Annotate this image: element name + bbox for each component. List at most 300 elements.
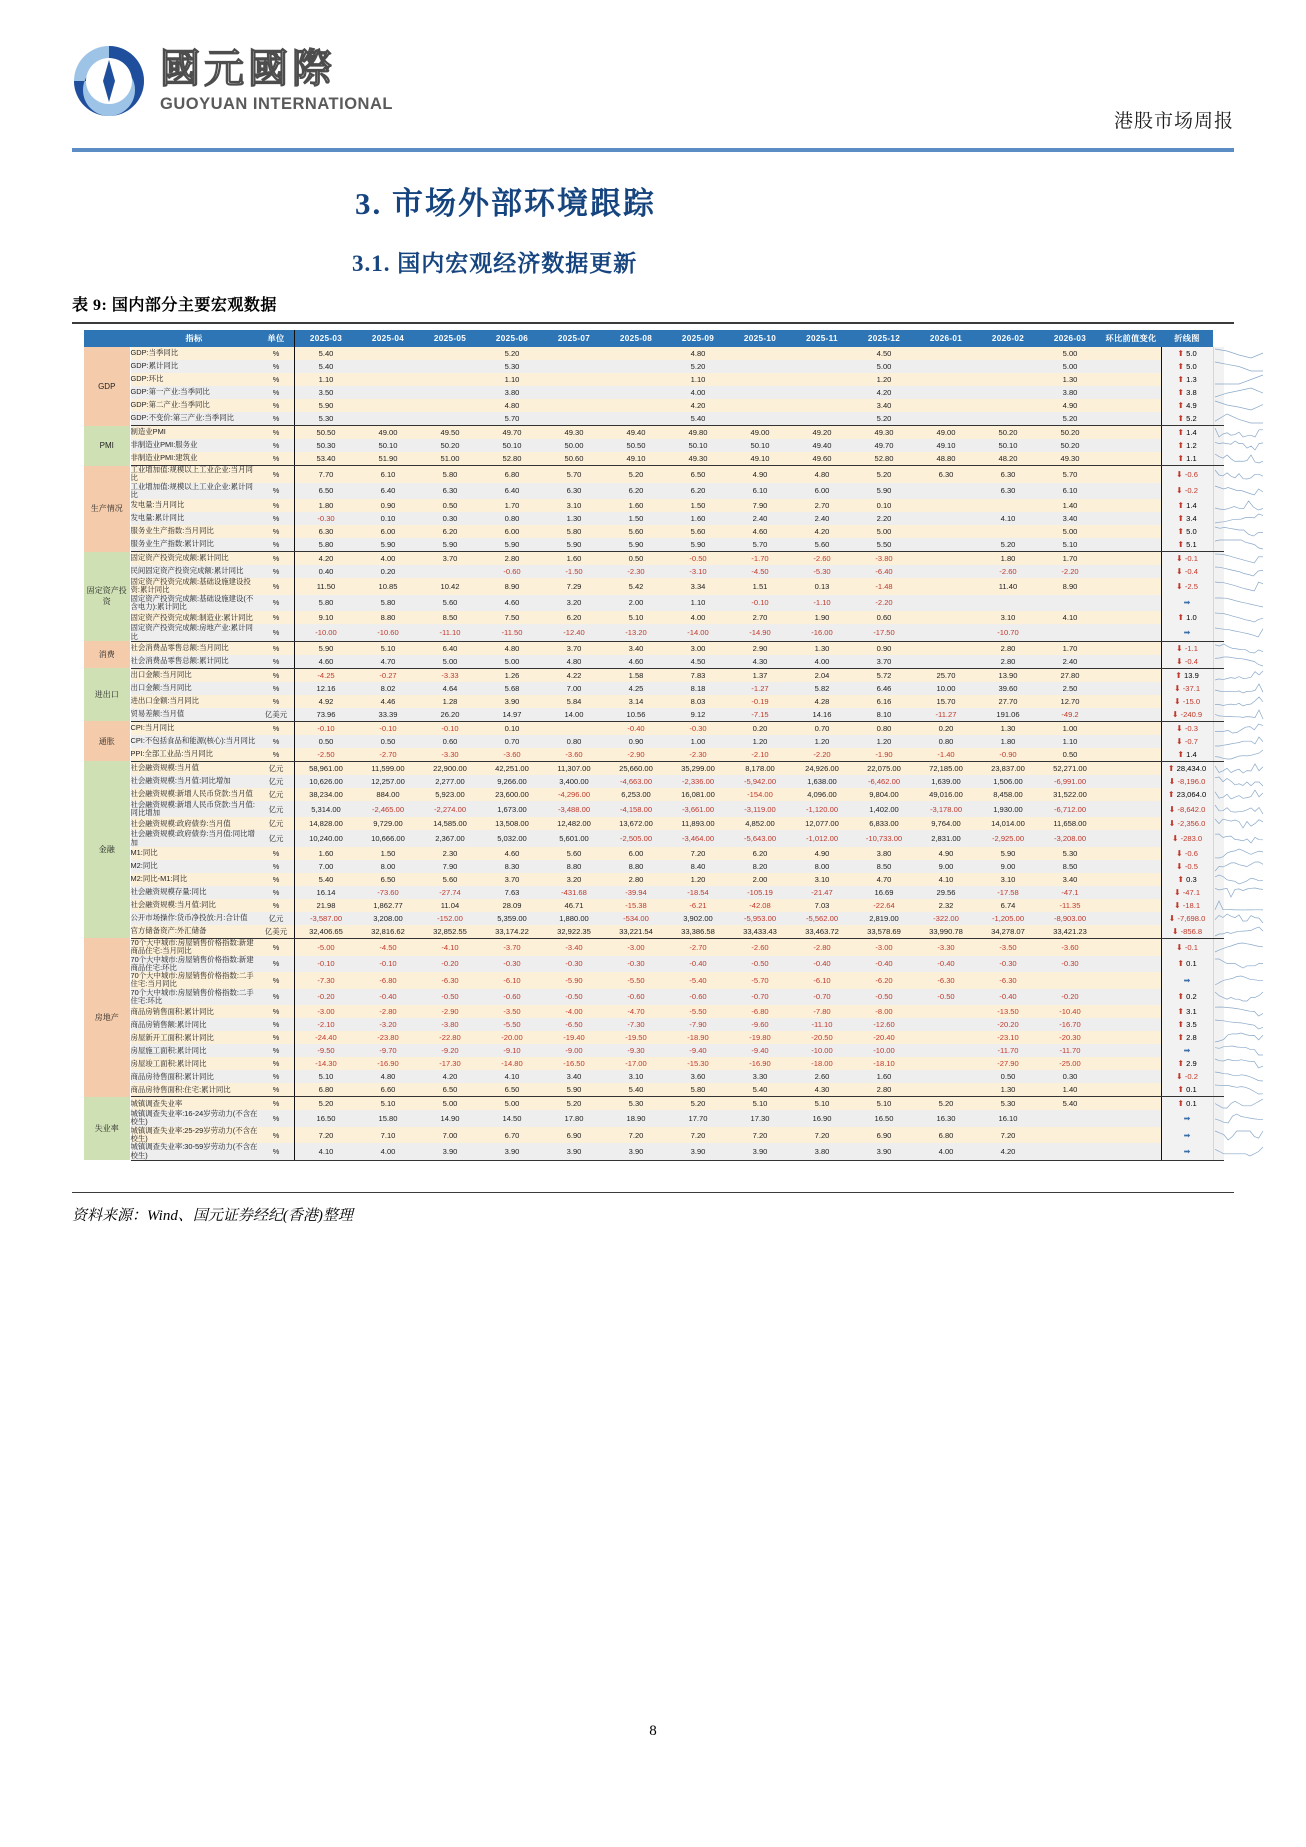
- indicator-name: 商品房待售面积:住宅:累计同比: [130, 1083, 258, 1097]
- data-cell: [1101, 483, 1161, 500]
- data-cell: [977, 499, 1039, 512]
- data-cell: -15.30: [667, 1057, 729, 1070]
- data-cell: 8.10: [853, 708, 915, 722]
- data-cell: 27.80: [1039, 668, 1101, 682]
- table-row: [84, 466, 1224, 483]
- data-cell: 5.80: [357, 595, 419, 612]
- indicator-unit: %: [258, 439, 295, 452]
- data-cell: [1101, 788, 1161, 801]
- data-cell: 5.80: [295, 595, 358, 612]
- table-row: [84, 1018, 1224, 1031]
- data-cell: -0.50: [915, 989, 977, 1006]
- indicator-unit: %: [258, 483, 295, 500]
- source-note: 资料来源：Wind、国元证券经纪(香港)整理: [72, 1208, 353, 1224]
- data-cell: -5.50: [605, 972, 667, 989]
- change-value: -15.0: [1180, 696, 1201, 706]
- data-cell: 7.70: [295, 466, 358, 483]
- data-cell: 4.80: [543, 655, 605, 669]
- data-cell: -3,119.00: [729, 801, 791, 818]
- data-cell: -0.10: [357, 721, 419, 735]
- data-cell: 5.60: [791, 538, 853, 552]
- data-cell: [977, 373, 1039, 386]
- indicator-name: 工业增加值:规模以上工业企业:当月同比: [130, 466, 258, 483]
- indicator-unit: %: [258, 595, 295, 612]
- data-cell: -2,336.00: [667, 775, 729, 788]
- data-cell: 6.30: [419, 483, 481, 500]
- data-cell: 2.30: [419, 847, 481, 860]
- table-row: [84, 452, 1224, 466]
- change-value: 0.3: [1184, 874, 1197, 884]
- data-cell: -20.50: [791, 1031, 853, 1044]
- data-cell: 5.42: [605, 578, 667, 595]
- data-cell: [915, 552, 977, 566]
- col-header-15: 环比前值变化: [1101, 330, 1161, 347]
- data-cell: 23,600.00: [481, 788, 543, 801]
- data-cell: 3.90: [853, 1143, 915, 1160]
- data-cell: 16.69: [853, 886, 915, 899]
- table-row: [84, 386, 1224, 399]
- trend-up-icon: ⬆: [1177, 749, 1185, 759]
- data-cell: 4.20: [419, 1070, 481, 1083]
- table-row: [84, 972, 1224, 989]
- data-cell: 7.20: [791, 1127, 853, 1144]
- data-cell: [915, 373, 977, 386]
- data-cell: -3.20: [357, 1018, 419, 1031]
- data-cell: 5.90: [605, 538, 667, 552]
- data-cell: 191.06: [977, 708, 1039, 722]
- data-cell: [977, 399, 1039, 412]
- indicator-name: 房屋新开工面积:累计同比: [130, 1031, 258, 1044]
- group-label-生产情况: 生产情况: [84, 466, 130, 552]
- table-row: [84, 912, 1224, 925]
- data-cell: 2,819.00: [853, 912, 915, 925]
- data-cell: 11.40: [977, 578, 1039, 595]
- data-cell: 4.10: [977, 512, 1039, 525]
- data-cell: 51.00: [419, 452, 481, 466]
- change-value: 0.2: [1184, 992, 1197, 1002]
- table-row: [84, 499, 1224, 512]
- data-cell: 5.20: [667, 360, 729, 373]
- data-cell: 0.80: [543, 735, 605, 748]
- data-cell: -0.10: [729, 595, 791, 612]
- data-cell: 5,601.00: [543, 830, 605, 847]
- source-divider: [72, 1192, 1234, 1193]
- data-cell: 21.98: [295, 899, 358, 912]
- data-cell: -11.50: [481, 624, 543, 641]
- table-row: [84, 426, 1224, 440]
- data-cell: [1101, 801, 1161, 818]
- table-row: [84, 1097, 1224, 1111]
- data-cell: 0.30: [419, 512, 481, 525]
- data-cell: 49.30: [1039, 452, 1101, 466]
- change-cell: [1161, 708, 1213, 722]
- change-cell: [1161, 595, 1213, 612]
- indicator-name: 70个大中城市:房屋销售价格指数:新建商品住宅:环比: [130, 956, 258, 973]
- data-cell: [729, 360, 791, 373]
- indicator-unit: 亿元: [258, 817, 295, 830]
- indicator-name: M1:同比: [130, 847, 258, 860]
- data-cell: -0.40: [667, 956, 729, 973]
- data-cell: 3.70: [853, 655, 915, 669]
- indicator-name: 服务业生产指数:累计同比: [130, 538, 258, 552]
- change-value: 1.4: [1184, 501, 1197, 511]
- indicator-name: 城镇调查失业率:16-24岁劳动力(不含在校生): [130, 1109, 258, 1127]
- data-cell: 50.50: [605, 439, 667, 452]
- data-cell: 17.30: [729, 1110, 791, 1127]
- sparkline-chart: [1213, 426, 1224, 440]
- data-cell: 13,672.00: [605, 817, 667, 830]
- data-cell: 5.00: [1039, 360, 1101, 373]
- data-cell: -4.10: [419, 938, 481, 955]
- change-cell: [1161, 466, 1213, 483]
- data-cell: 7.00: [543, 682, 605, 695]
- data-cell: -6.21: [667, 899, 729, 912]
- group-label-固定资产投资: 固定资产投资: [84, 552, 130, 642]
- data-cell: 49.60: [791, 452, 853, 466]
- data-cell: -3.00: [295, 1005, 358, 1018]
- data-cell: 7.50: [481, 611, 543, 624]
- data-cell: -14.00: [667, 624, 729, 641]
- data-cell: 1.20: [791, 735, 853, 748]
- data-cell: [915, 360, 977, 373]
- change-cell: [1161, 817, 1213, 830]
- data-cell: [977, 360, 1039, 373]
- data-cell: -322.00: [915, 912, 977, 925]
- data-cell: 3,902.00: [667, 912, 729, 925]
- data-cell: -49.2: [1039, 708, 1101, 722]
- indicator-name: 房屋竣工面积:累计同比: [130, 1057, 258, 1070]
- data-cell: [419, 386, 481, 399]
- data-cell: 6.90: [543, 1127, 605, 1144]
- data-cell: 10,626.00: [295, 775, 358, 788]
- indicator-unit: 亿美元: [258, 925, 295, 939]
- data-cell: -18.10: [853, 1057, 915, 1070]
- data-cell: 8.50: [853, 860, 915, 873]
- sparkline-chart: [1213, 386, 1224, 399]
- data-cell: -7.90: [667, 1018, 729, 1031]
- trend-up-icon: ⬆: [1177, 540, 1185, 550]
- trend-dn-icon: ⬇: [1176, 1072, 1183, 1082]
- change-cell: [1161, 1083, 1213, 1097]
- data-cell: [915, 565, 977, 578]
- data-cell: 6.30: [915, 466, 977, 483]
- data-cell: 3,400.00: [543, 775, 605, 788]
- data-cell: -6.10: [791, 972, 853, 989]
- trend-up-icon: ⬆: [1177, 992, 1185, 1002]
- table-row: [84, 360, 1224, 373]
- data-cell: 1.60: [543, 552, 605, 566]
- table-row: [84, 956, 1224, 973]
- data-cell: [915, 412, 977, 426]
- indicator-unit: %: [258, 682, 295, 695]
- data-cell: 16.50: [295, 1110, 358, 1127]
- data-cell: -16.90: [729, 1057, 791, 1070]
- data-cell: -6.30: [977, 972, 1039, 989]
- trend-dn-icon: ⬇: [1176, 567, 1183, 577]
- data-cell: 5.60: [419, 595, 481, 612]
- data-cell: 5.40: [605, 1083, 667, 1097]
- data-cell: 0.50: [419, 499, 481, 512]
- data-cell: [1101, 899, 1161, 912]
- data-cell: 49.70: [481, 426, 543, 440]
- data-cell: -17.00: [605, 1057, 667, 1070]
- trend-flat-icon: ➡: [1183, 1147, 1191, 1157]
- data-cell: 5.00: [419, 1097, 481, 1111]
- table-row: [84, 938, 1224, 955]
- col-header-1: 单位: [258, 330, 295, 347]
- indicator-name: 社会融资规模:当月值:同比: [130, 899, 258, 912]
- data-cell: 6.60: [357, 1083, 419, 1097]
- data-cell: 4.10: [481, 1070, 543, 1083]
- indicator-name: 社会消费品零售总额:累计同比: [130, 655, 258, 669]
- data-cell: -2.20: [853, 595, 915, 612]
- sparkline-chart: [1213, 886, 1224, 899]
- sparkline-chart: [1213, 721, 1224, 735]
- indicator-name: 城镇调查失业率:30-59岁劳动力(不含在校生): [130, 1142, 258, 1160]
- indicator-unit: %: [258, 565, 295, 578]
- data-cell: 24,926.00: [791, 761, 853, 775]
- data-cell: 6.00: [481, 525, 543, 538]
- data-cell: 6.40: [357, 483, 419, 500]
- data-cell: 46.71: [543, 899, 605, 912]
- data-cell: [1101, 552, 1161, 566]
- data-cell: 33,386.58: [667, 925, 729, 939]
- data-cell: 3.80: [853, 847, 915, 860]
- data-cell: -1.27: [729, 682, 791, 695]
- guoyuan-logo-icon: [72, 44, 146, 118]
- trend-up-icon: ⬆: [1177, 375, 1185, 384]
- data-cell: 33,221.54: [605, 925, 667, 939]
- data-cell: 0.10: [481, 721, 543, 735]
- data-cell: 4.70: [853, 873, 915, 886]
- data-cell: 3.10: [543, 499, 605, 512]
- indicator-unit: %: [258, 386, 295, 399]
- data-cell: -13.50: [977, 1005, 1039, 1018]
- data-cell: 6.30: [977, 483, 1039, 500]
- data-cell: -0.50: [667, 552, 729, 566]
- data-cell: 5.20: [481, 347, 543, 360]
- change-cell: [1161, 801, 1213, 818]
- data-cell: [357, 399, 419, 412]
- data-cell: 3.80: [791, 1143, 853, 1160]
- table-row: [84, 347, 1224, 360]
- data-cell: 49.00: [729, 426, 791, 440]
- data-cell: 5,923.00: [419, 788, 481, 801]
- change-value: 1.3: [1184, 375, 1197, 384]
- data-cell: 5.20: [977, 538, 1039, 552]
- trend-flat-icon: ➡: [1183, 1113, 1191, 1123]
- data-cell: 4.60: [295, 655, 358, 669]
- data-cell: [1101, 708, 1161, 722]
- data-cell: 6.40: [481, 483, 543, 500]
- indicator-unit: 亿元: [258, 912, 295, 925]
- trend-dn-icon: ⬇: [1176, 656, 1183, 666]
- data-cell: 6.30: [543, 483, 605, 500]
- sparkline-chart: [1213, 1044, 1224, 1057]
- data-cell: 2,831.00: [915, 830, 977, 847]
- data-cell: 11.50: [295, 578, 358, 595]
- data-cell: -3.60: [543, 748, 605, 762]
- sparkline-chart: [1213, 578, 1224, 595]
- data-cell: 1.60: [605, 499, 667, 512]
- data-cell: 5,359.00: [481, 912, 543, 925]
- change-cell: [1161, 721, 1213, 735]
- group-label-通胀: 通胀: [84, 721, 130, 761]
- data-cell: 29.56: [915, 886, 977, 899]
- trend-dn-icon: ⬇: [1176, 861, 1183, 871]
- data-cell: -0.50: [729, 956, 791, 973]
- data-cell: 5.10: [357, 1097, 419, 1111]
- indicator-name: 社会融资规模:新增人民币贷款:当月值:同比增加: [130, 801, 258, 818]
- data-cell: [1101, 595, 1161, 612]
- change-cell: [1161, 399, 1213, 412]
- change-cell: [1161, 956, 1213, 973]
- data-cell: 5.20: [1039, 412, 1101, 426]
- indicator-unit: %: [258, 611, 295, 624]
- data-cell: [1101, 525, 1161, 538]
- data-cell: [1101, 1110, 1161, 1127]
- trend-dn-icon: ⬇: [1173, 696, 1181, 706]
- data-cell: -1.40: [915, 748, 977, 762]
- data-cell: 33,174.22: [481, 925, 543, 939]
- data-cell: 49.40: [605, 426, 667, 440]
- trend-dn-icon: ⬇: [1171, 834, 1179, 844]
- data-cell: -3,208.00: [1039, 830, 1101, 847]
- sparkline-chart: [1213, 830, 1224, 847]
- data-cell: 4.60: [729, 525, 791, 538]
- data-cell: 5.60: [667, 525, 729, 538]
- indicator-name: 社会融资规模:当月值:同比增加: [130, 775, 258, 788]
- data-cell: [915, 483, 977, 500]
- data-cell: -1,120.00: [791, 801, 853, 818]
- data-cell: 5.72: [853, 668, 915, 682]
- data-cell: 5.20: [853, 412, 915, 426]
- trend-up-icon: ⬆: [1177, 1085, 1185, 1095]
- data-cell: -3.70: [481, 938, 543, 955]
- sparkline-chart: [1213, 641, 1224, 655]
- change-value: 5.0: [1184, 362, 1197, 371]
- table-row: [84, 1005, 1224, 1018]
- data-cell: 16.30: [915, 1110, 977, 1127]
- data-cell: -3.40: [543, 938, 605, 955]
- sparkline-chart: [1213, 873, 1224, 886]
- change-cell: [1161, 525, 1213, 538]
- data-cell: 5.10: [295, 1070, 358, 1083]
- data-cell: [1101, 499, 1161, 512]
- data-cell: 5.20: [667, 1097, 729, 1111]
- sparkline-chart: [1213, 1083, 1224, 1097]
- data-cell: 5.90: [481, 538, 543, 552]
- indicator-unit: %: [258, 899, 295, 912]
- data-cell: [1101, 912, 1161, 925]
- data-cell: -25.00: [1039, 1057, 1101, 1070]
- data-cell: [543, 373, 605, 386]
- indicator-unit: %: [258, 873, 295, 886]
- data-cell: 1.30: [977, 721, 1039, 735]
- data-cell: 27.70: [977, 695, 1039, 708]
- data-cell: [1101, 373, 1161, 386]
- indicator-name: M2:同比-M1:同比: [130, 873, 258, 886]
- data-cell: 7.90: [729, 499, 791, 512]
- data-cell: 8.18: [667, 682, 729, 695]
- data-cell: [1101, 735, 1161, 748]
- data-cell: 5.20: [543, 1097, 605, 1111]
- data-cell: 50.50: [295, 426, 358, 440]
- data-cell: 5.10: [853, 1097, 915, 1111]
- data-cell: [1101, 956, 1161, 973]
- data-cell: 7.10: [357, 1127, 419, 1144]
- data-cell: -4,296.00: [543, 788, 605, 801]
- data-cell: -5,942.00: [729, 775, 791, 788]
- data-cell: 52.80: [853, 452, 915, 466]
- data-cell: -9.50: [295, 1044, 358, 1057]
- change-cell: [1161, 483, 1213, 500]
- data-cell: -0.70: [729, 989, 791, 1006]
- data-cell: -0.10: [357, 956, 419, 973]
- data-cell: 5.30: [481, 360, 543, 373]
- table-row: [84, 847, 1224, 860]
- change-cell: [1161, 847, 1213, 860]
- data-cell: 1,880.00: [543, 912, 605, 925]
- data-cell: 3.90: [481, 695, 543, 708]
- data-cell: -0.50: [853, 989, 915, 1006]
- data-cell: [915, 1057, 977, 1070]
- table-row: [84, 525, 1224, 538]
- sparkline-chart: [1213, 847, 1224, 860]
- data-cell: 1.30: [1039, 373, 1101, 386]
- data-cell: 9,764.00: [915, 817, 977, 830]
- indicator-name: 民间固定资产投资完成额:累计同比: [130, 565, 258, 578]
- data-cell: 3.40: [543, 1070, 605, 1083]
- data-cell: -3,488.00: [543, 801, 605, 818]
- data-cell: 3.90: [667, 1143, 729, 1160]
- indicator-name: GDP:第二产业:当季同比: [130, 399, 258, 412]
- data-cell: [791, 386, 853, 399]
- data-cell: 1.50: [357, 847, 419, 860]
- data-cell: -0.10: [295, 721, 358, 735]
- data-cell: 11,893.00: [667, 817, 729, 830]
- data-cell: 1.00: [1039, 721, 1101, 735]
- data-cell: [1101, 860, 1161, 873]
- data-cell: 6.10: [1039, 483, 1101, 500]
- table-row: [84, 735, 1224, 748]
- data-cell: 7.00: [295, 860, 358, 873]
- data-cell: -11.70: [1039, 1044, 1101, 1057]
- indicator-name: 非制造业PMI:建筑业: [130, 452, 258, 466]
- data-cell: 7.03: [791, 899, 853, 912]
- data-cell: [1101, 1044, 1161, 1057]
- data-cell: -2.30: [605, 565, 667, 578]
- data-cell: 5.60: [605, 525, 667, 538]
- change-cell: [1161, 641, 1213, 655]
- change-value: -283.0: [1178, 834, 1203, 844]
- change-cell: [1161, 775, 1213, 788]
- data-cell: 5.82: [791, 682, 853, 695]
- data-cell: 1.80: [977, 735, 1039, 748]
- sparkline-chart: [1213, 1110, 1224, 1127]
- sparkline-chart: [1213, 483, 1224, 500]
- sparkline-chart: [1213, 956, 1224, 973]
- data-cell: 6.74: [977, 899, 1039, 912]
- indicator-unit: %: [258, 426, 295, 440]
- data-cell: 8.50: [419, 611, 481, 624]
- table-row: [84, 641, 1224, 655]
- sparkline-chart: [1213, 525, 1224, 538]
- data-cell: -152.00: [419, 912, 481, 925]
- data-cell: 8.80: [357, 611, 419, 624]
- data-cell: -1.70: [729, 552, 791, 566]
- indicator-name: 官方储备资产:外汇储备: [130, 925, 258, 939]
